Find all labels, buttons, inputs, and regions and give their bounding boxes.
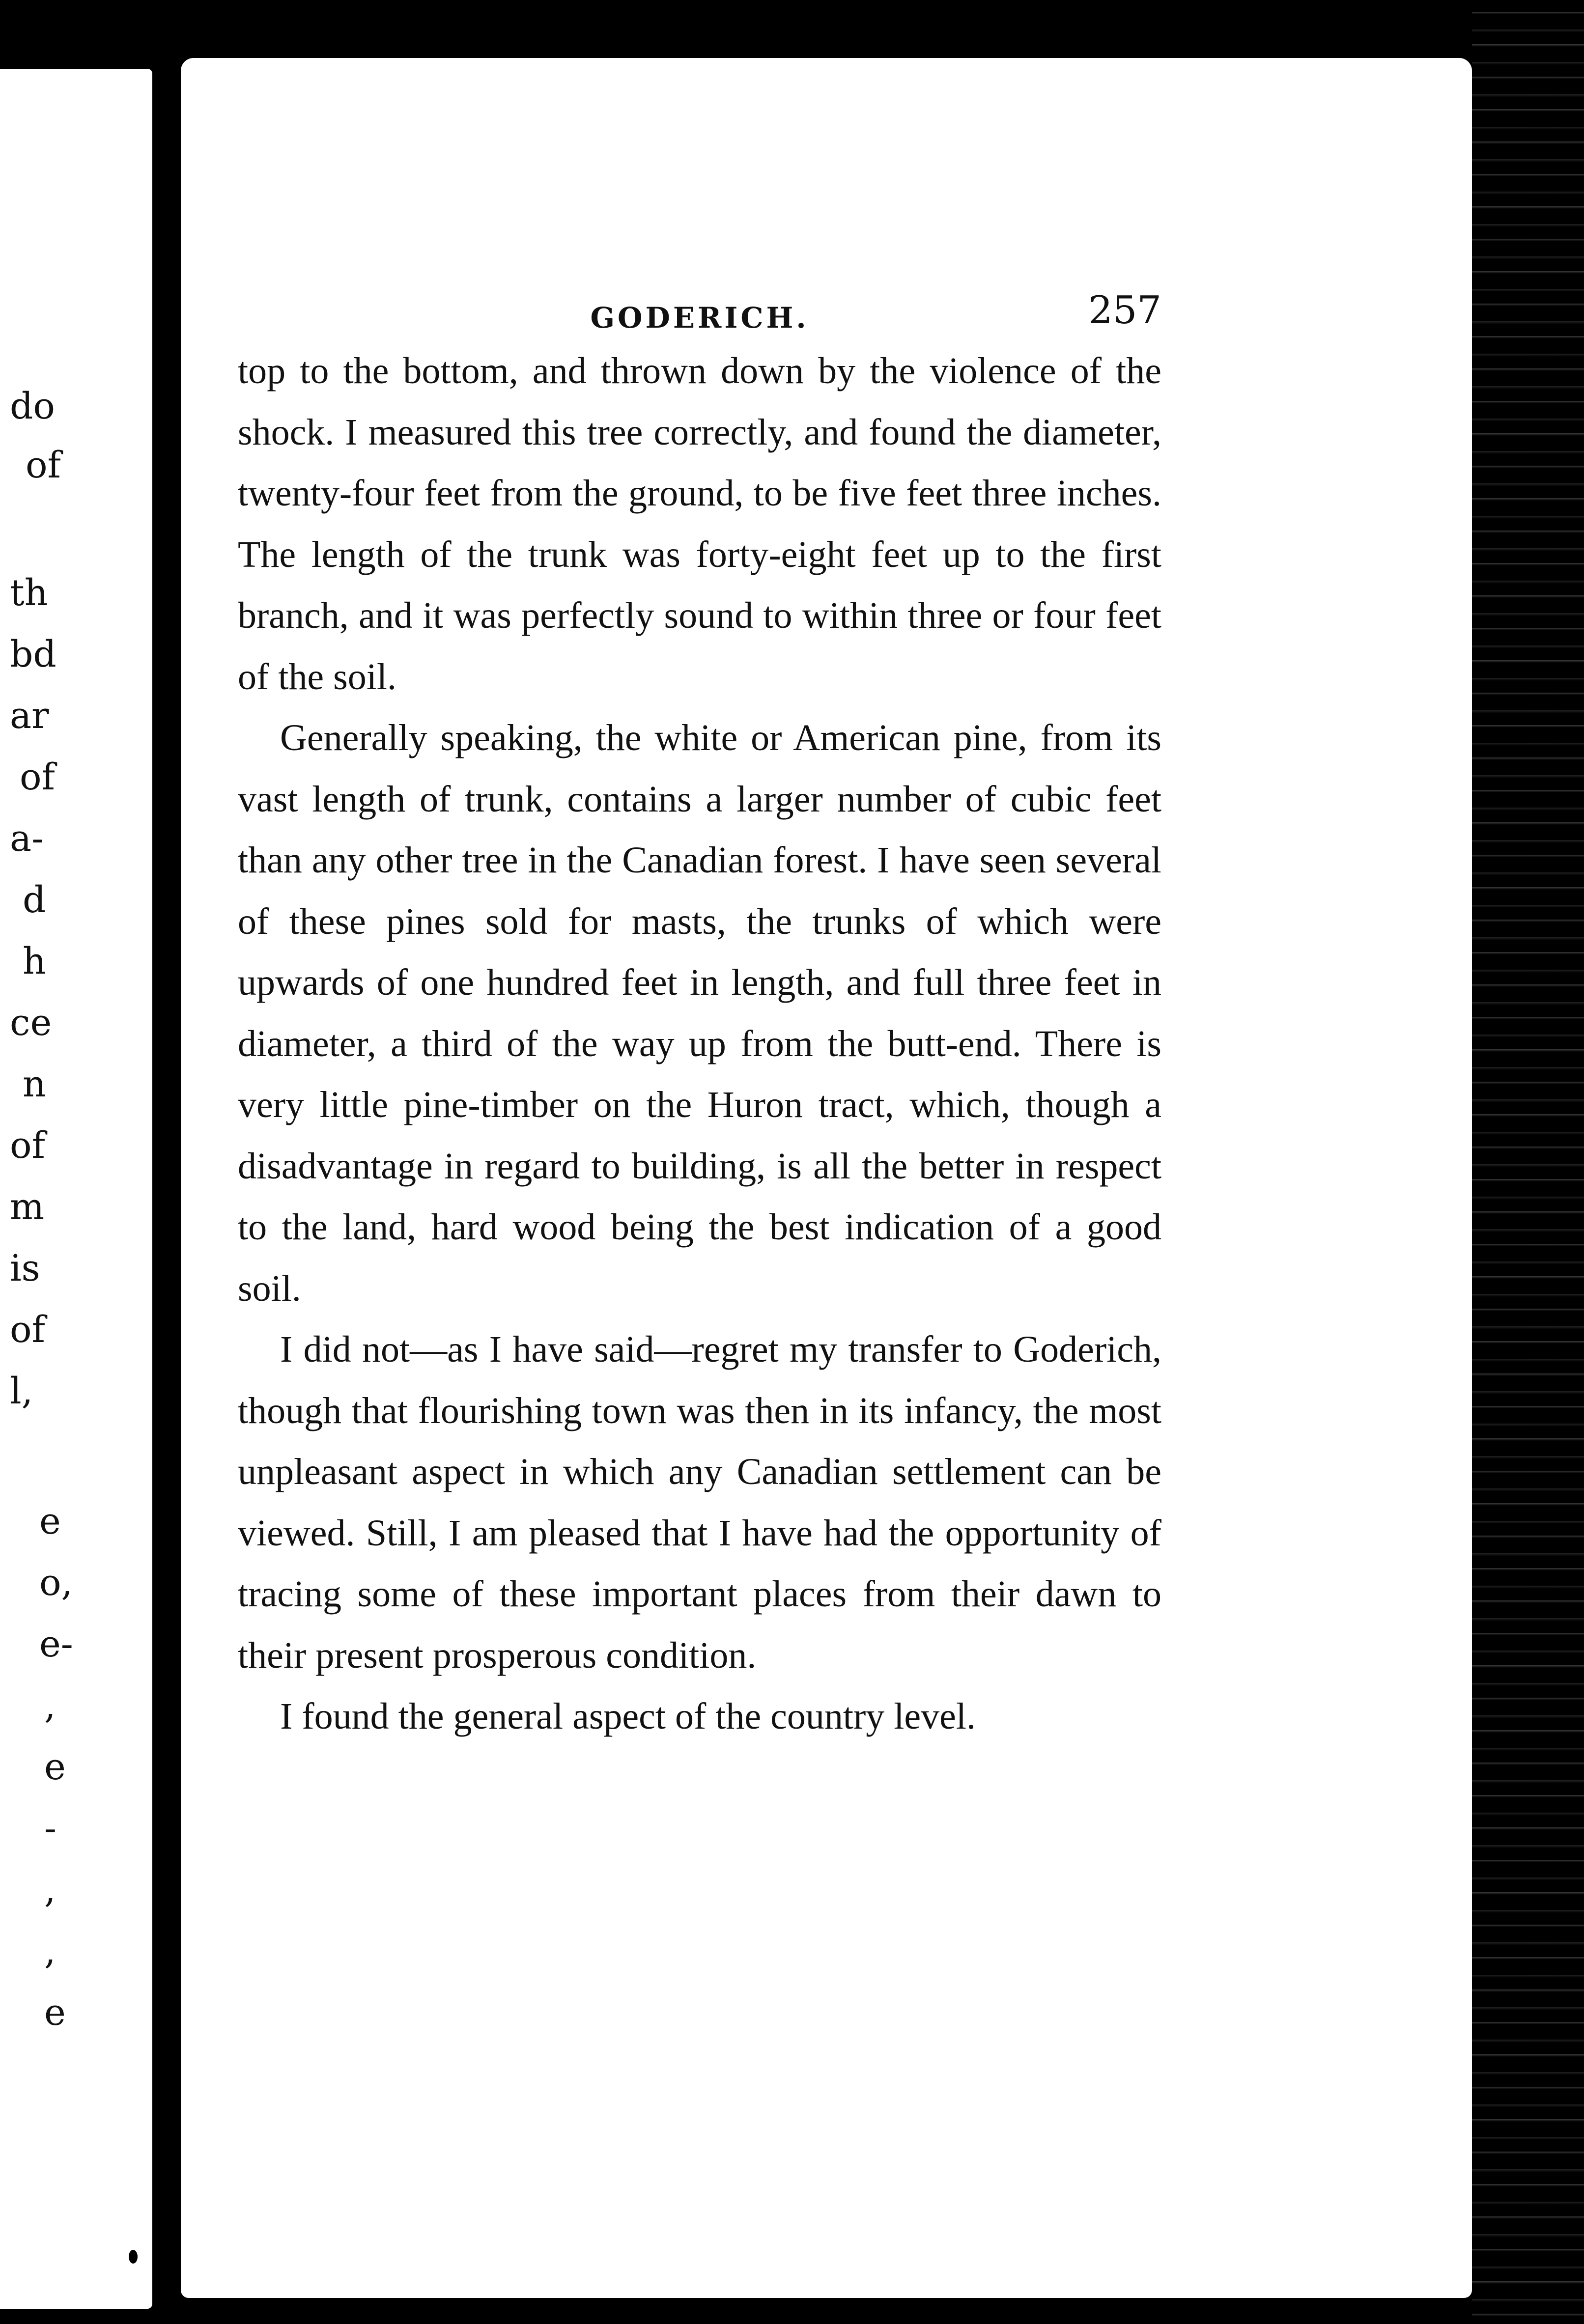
left-page-fragment: l, — [10, 1370, 33, 1412]
page-header — [238, 277, 1161, 340]
left-page-fragment: ar — [10, 695, 49, 737]
left-page-fragment: o, — [39, 1562, 73, 1604]
left-page-fragment: e — [39, 1500, 61, 1542]
left-page-fragment: of — [10, 1309, 45, 1351]
left-page-edge — [0, 69, 152, 2309]
left-page-fragment: ce — [10, 1002, 52, 1044]
left-page-fragment: , — [44, 1869, 56, 1911]
binding-edge — [1472, 0, 1584, 2324]
left-page-fragment: h — [23, 940, 46, 982]
page-content — [238, 277, 1161, 1747]
left-page-fragment: th — [10, 572, 48, 614]
left-page-fragment: d — [23, 879, 46, 921]
left-page-fragment: of — [10, 1124, 45, 1167]
page-number: 257 — [1088, 288, 1161, 333]
left-page-fragment: , — [44, 1684, 56, 1727]
paragraph: I did not—as I have said—regret my transfer to Goderich, though that flourishing town was then in its infancy, the most unpleasant aspect in which any Canadian settlement can be viewed. Still, I am pleased that I have had the opportunity of tracing some of these important places from their dawn to their present prosperous condition. — [238, 1329, 1161, 1676]
left-page-fragment: a- — [10, 817, 44, 860]
left-page-fragment: , — [44, 1930, 56, 1972]
left-page-fragment: e — [44, 1991, 66, 2034]
left-page-fragment: do — [10, 385, 55, 427]
left-page-fragment: of — [26, 444, 61, 486]
paragraph: I found the general aspect of the country level. — [280, 1696, 976, 1737]
left-page-fragment: bd — [10, 633, 57, 675]
left-page-fragment: of — [20, 756, 55, 798]
body-text — [238, 340, 1161, 1747]
ink-dot — [129, 2250, 138, 2264]
left-page-fragment: - — [44, 1807, 57, 1849]
paragraph: Generally speaking, the white or American pine, from its vast length of trunk, contains a larger number of cubic feet than any other tree in the Canadian forest. I have seen several of these pines sold for masts, the trunks of which were upwards of one hundred feet in length, and full three feet in diameter, a third of the way up from the butt-end. There is very little pine-timber on the Huron tract, which, though a disadvantage in regard to building, is all the better in respect to the land, hard wood being the best indication of a good soil. — [238, 717, 1161, 1309]
left-page-fragment: is — [10, 1247, 40, 1289]
left-page-fragment: e- — [39, 1623, 73, 1665]
book-page — [181, 58, 1472, 2298]
left-page-fragment: e — [44, 1746, 66, 1788]
paragraph: top to the bottom, and thrown down by the violence of the shock. I measured this tree correctly, and found the diameter, twenty-four feet from the ground, to be five feet three inches. The length of the trunk was forty-eight feet up to the first branch, and it was perfectly sound to within three or four feet of the soil. — [238, 350, 1161, 698]
running-head: GODERICH. — [590, 301, 809, 335]
left-page-fragment: m — [10, 1186, 45, 1228]
left-page-fragment: n — [23, 1063, 46, 1105]
